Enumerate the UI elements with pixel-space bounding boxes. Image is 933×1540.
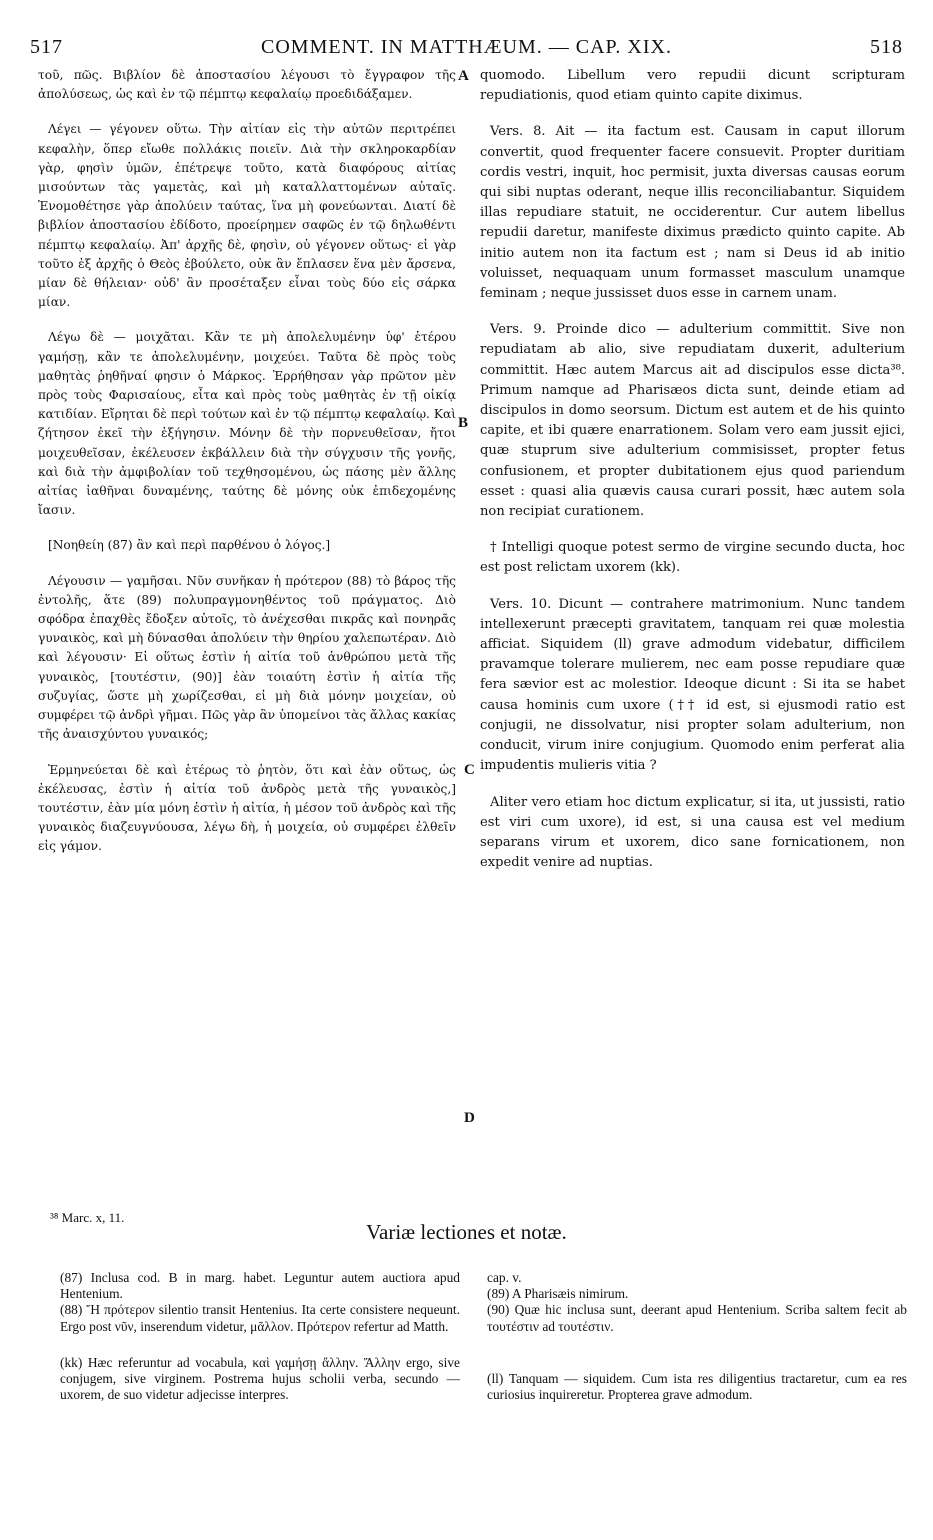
page-number-right: 518 (870, 36, 903, 58)
greek-column (38, 66, 456, 873)
note-90: (90) Quæ hic inclusa sunt, deerant apud Hentenium. Scriba saltem fecit ab τουτέστιν ad τουτέστιν. (487, 1302, 907, 1334)
footnote-reference: ³⁸ Marc. x, 11. (50, 1210, 125, 1225)
page-number-left: 517 (30, 36, 63, 58)
latin-column (480, 66, 905, 889)
running-title: COMMENT. IN MATTHÆUM. — CAP. XIX. (261, 36, 672, 58)
latin-paragraph: Aliter vero etiam hoc dictum explicatur, si ita, ut jussisti, ratio est viri cum uxore), id est, si una causa est vel medium separans virum et uxorem, dico sane fornicationem, non expedit venire ad nuptias. (480, 794, 905, 871)
note-87: (87) Inclusa cod. B in marg. habet. Leguntur autem auctiora apud Hentenium. (60, 1270, 460, 1302)
note-88: (88) Ἤ πρότερον silentio transit Hentenius. Ita certe consistere nequeunt. Ergo post νῦν, inserendum videtur, μᾶλλον. Πρότερον refertur ad Matth. (60, 1302, 460, 1334)
margin-marker-a: A (458, 68, 469, 84)
note-88-continuation: cap. v. (487, 1270, 522, 1285)
greek-paragraph: Λέγει — γέγονεν οὕτω. Τὴν αἰτίαν εἰς τὴν αὐτῶν περιτρέπει κεφαλὴν, ὅπερ εἴωθε πολλάκις ποιεῖν. Διὰ τὴν σκληροκαρδίαν γὰρ, φησὶν ὑμῶν, ἐπέτρεψε τοῦτο, κατὰ διαφόρους αἰτίας μισούντων τὰς γαμετὰς, καὶ μὴ καταλλαττομένων αὐταῖς. Ἐνομοθέτησε γὰρ ἀπολύειν ταύτας, ἵνα μὴ φονεύωνται. Διατί δὲ βιβλίον ἀποστασίου ἐδίδοτο, προείρημεν σαφῶς ἐν τῷ δηλωθέντι πέμπτῳ κεφαλαίῳ. Ἀπ' ἀρχῆς δὲ, φησὶν, οὐ γέγονεν οὕτως· εἰ γὰρ τοῦτο ἐξ ἀρχῆς ὁ Θεὸς ἐβούλετο, οὐκ ἂν ἔπλασεν ἕνα μὲν ἄρσενα, μίαν δὲ θήλειαν· οὐδ' ἂν προσέταξεν εἶναι τοὺς δύο εἰς σάρκα μίαν. (38, 122, 456, 310)
greek-paragraph: Λέγουσιν — γαμῆσαι. Νῦν συνῆκαν ἡ πρότερον (88) τὸ βάρος τῆς ἐντολῆς, ἅτε (89) πολυπραγμονηθέντος τοῦ πράγματος. Διὸ σφόδρα ἐπαχθὲς ἔδοξεν αὐτοῖς, τὸ ἀνέχεσθαι πικρᾶς καὶ πονηρᾶς γυναικὸς, καὶ μὴ δύνασθαι ἀπολύειν τὴν θηρίου χαλεπωτέραν. Διὸ καὶ λέγουσιν· Εἰ οὕτως ἐστὶν ἡ αἰτία τοῦ ἀνθρώπου μετὰ τῆς γυναικὸς, [τουτέστιν, (90)] ἐὰν τοιαύτη ἐστὶν ἡ αἰτία τῆς συζυγίας, ὥστε μὴ χωρίζεσθαι, εἰ μὴ διὰ μόνην μοιχείαν, οὐ συμφέρει τῷ ἀνδρὶ γῆμαι. Πῶς γὰρ ἂν ὑπομείνοι τὰς ἄλλας κακίας τῆς ἀναισχύντου γυναικός; (38, 573, 456, 742)
greek-paragraph: τοῦ, πῶς. Βιβλίον δὲ ἀποστασίου λέγουσι τὸ ἔγγραφον τῆς ἀπολύσεως, ὡς καὶ ἐν τῷ πέμπτῳ κεφαλαίῳ προεδιδάξαμεν. (38, 68, 456, 102)
note-kk: (kk) Hæc referuntur ad vocabula, καὶ γαμήσῃ ἄλλην. Ἄλλην ergo, sive conjugem, sive virginem. Postrema hujus scholii verba, secundo — uxorem, de suo videtur adjecisse interpres. (60, 1354, 460, 1403)
running-header (30, 36, 903, 62)
latin-paragraph: Vers. 10. Dicunt — contrahere matrimonium. Nunc tandem intellexerunt præcepti gravitatem, tanquam rei quæ molestia afficiat. Siquidem (ll) grave admodum videbatur, difficilem pravamque tolerare mulierem, nec eam posse repudiare quæ fera sævior est ac molestior. Ideoque dicunt : Si ita se habet causa hominis cum uxore (†† id est, si ejusmodi ratio est conjugii, ne dissolvatur, nisi propter solam adulterium, non conducit, virum inire conjugium. Quomodo enim perferat alia impudentis mulieris vitia ? (480, 596, 905, 774)
latin-paragraph: † Intelligi quoque potest sermo de virgine secundo ducta, hoc est post relictam uxorem (kk). (480, 540, 905, 576)
greek-paragraph: [Νοηθείη (87) ἂν καὶ περὶ παρθένου ὁ λόγος.] (48, 538, 331, 553)
greek-paragraph: Λέγω δὲ — μοιχᾶται. Κἂν τε μὴ ἀπολελυμένην ὑφ' ἑτέρου γαμήσῃ, κἂν τε ἀπολελυμένην, μοιχεύει. Ταῦτα δὲ πρὸς τοὺς μαθητὰς ῥηθῆναί φησιν ὁ Μάρκος. Ἐρρήθησαν γὰρ πρῶτον μὲν πρὸς τοὺς Φαρισαίους, εἶτα καὶ πρὸς τοὺς μαθητὰς ἐν τῇ οἰκίᾳ κατιδίαν. Εἴρηται δὲ περὶ τούτων καὶ ἐν τῷ πέμπτῳ κεφαλαίῳ. Καὶ ζήτησον ἐκεῖ τὴν ἐξήγησιν. Μόνην δὲ τὴν πορνευθεῖσαν, ἤτοι μοιχευθεῖσαν, ἐκέλευσεν ἐκβάλλειν διὰ τὴν σύγχυσιν τῆς γονῆς, καὶ διὰ τὴν ἀμφιβολίαν τοῦ τεχθησομένου, ὡς πάσης μὲν ἄλλης αἰτίας ἰαθῆναι δυναμένης, ταύτης δὲ μόνης οὐκ ἐπιδεχομένης ἴασιν. (38, 330, 456, 518)
notes-right-top (487, 1270, 907, 1403)
margin-marker-c: C (464, 762, 475, 778)
margin-marker-d: D (464, 1110, 475, 1126)
latin-paragraph: Vers. 8. Ait — ita factum est. Causam in caput illorum convertit, quod frequenter facere consuevit. Propter duritiam cordis vestri, inquit, hoc permisit, juxta diversas causas eorum qui sibi nuptas oderant, neque illis reconciliabantur. Siquidem illas repudiare statuit, ne occiderentur. Cur autem libellus repudii daretur, manifeste diximus prædicto quinto capite. Ab initio autem non ita factum est ; nam si Deus id ab initio voluisset, nequaquam unum formasset masculum unamque feminam ; neque jussisset duos esse in carnem unam. (480, 124, 905, 302)
greek-paragraph: Ἑρμηνεύεται δὲ καὶ ἑτέρως τὸ ῥητὸν, ὅτι καὶ ἐὰν οὕτως, ὡς ἐκέλευσας, ἐστὶν ἡ αἰτία τοῦ ἀνδρὸς μετὰ τῆς γυναικὸς,] τουτέστιν, ἐὰν μία μόνη ἐστὶν ἡ αἰτία, ἡ μέσον τοῦ ἀνδρὸς καὶ τῆς γυναικὸς διαζευγνύουσα, λέγω δὴ, ἡ μοιχεία, οὐ συμφέρει ἐλθεῖν εἰς γάμον. (38, 762, 456, 854)
latin-paragraph: Vers. 9. Proinde dico — adulterium committit. Sive non repudiatam ab alio, sive repudiatam duxerit, adulterium committit. Hæc autem Marcus ait ad discipulos esse dicta³⁸. Primum namque ad Pharisæos dicta sunt, deinde etiam ad discipulos in domo seorsum. Dictum est autem et de his quinto capite, et ibi quære enarrationem. Solam vero eam jussit ejici, quæ stuprum sive adulterium commisisset, propter fetus confusionem, et propter dubitationem ejus quod pariendum esset : quasi alia quævis causa curari possit, hæc autem sola non recipiat curationem. (480, 322, 905, 520)
notes-left-top (60, 1270, 460, 1403)
note-ll: (ll) Tanquam — siquidem. Cum ista res diligentius tractaretur, cum ea res curiosius inquireretur. Propterea grave admodum. (487, 1370, 907, 1403)
latin-paragraph: quomodo. Libellum vero repudii dicunt scripturam repudiationis, quod etiam quinto capite diximus. (480, 68, 905, 104)
variae-lectiones-title: Variæ lectiones et notæ. (366, 1220, 567, 1244)
note-89: (89) A Pharisæis nimirum. (487, 1286, 629, 1302)
margin-marker-b: B (458, 415, 469, 431)
